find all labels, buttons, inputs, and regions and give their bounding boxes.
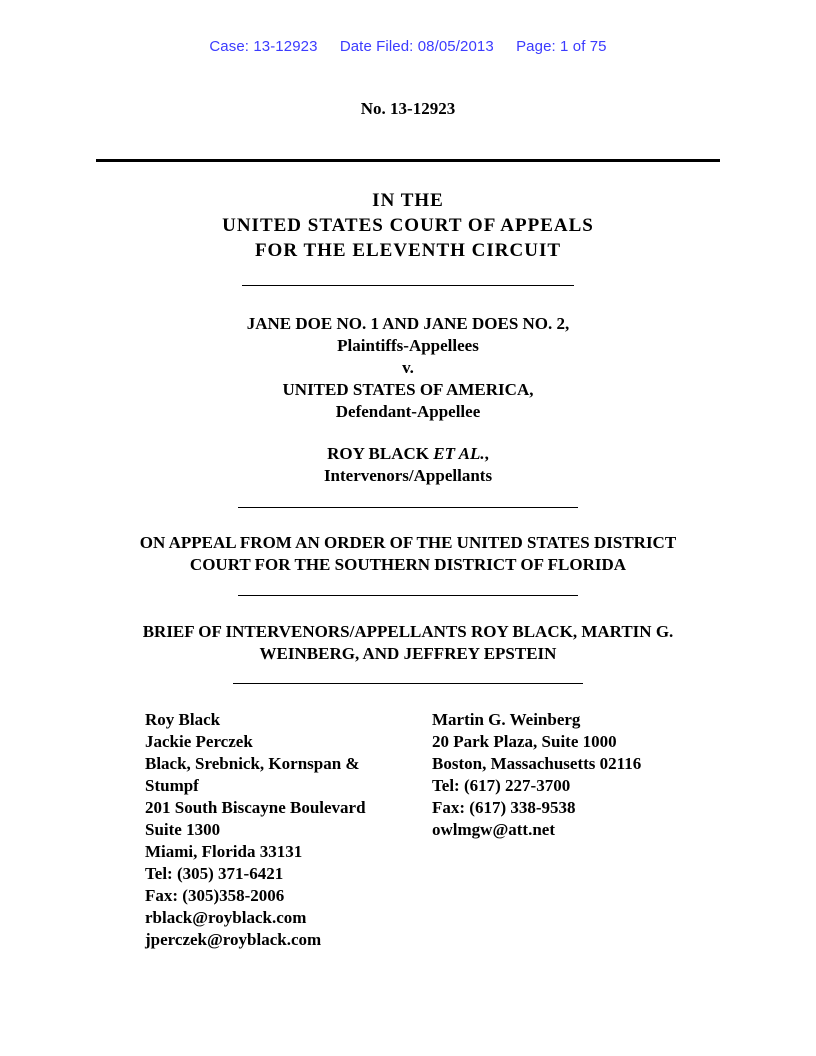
counsel-right-column: [432, 709, 641, 841]
brief-title: [0, 621, 816, 665]
docket-number: No. 13-12923: [360, 99, 456, 118]
defendant-name: UNITED STATES OF AMERICA,: [282, 380, 534, 399]
counsel-line: Tel: (617) 227-3700: [432, 776, 571, 795]
brief-title-line-1: BRIEF OF INTERVENORS/APPELLANTS ROY BLACK, MARTIN G.: [142, 622, 674, 641]
counsel-email: rblack@royblack.com: [145, 908, 307, 927]
appeal-line-2: COURT FOR THE SOUTHERN DISTRICT OF FLORIDA: [189, 555, 627, 574]
separator-line: [238, 507, 578, 508]
appeal-line-1: ON APPEAL FROM AN ORDER OF THE UNITED STATES DISTRICT: [139, 533, 677, 552]
counsel-line: Suite 1300: [145, 820, 221, 839]
counsel-line: Fax: (305)358-2006: [145, 886, 285, 905]
court-line-1: IN THE: [372, 190, 444, 211]
counsel-line: Fax: (617) 338-9538: [432, 798, 576, 817]
court-line-2: UNITED STATES COURT OF APPEALS: [222, 215, 594, 236]
counsel-left-column: [145, 709, 366, 951]
counsel-line: 20 Park Plaza, Suite 1000: [432, 732, 617, 751]
intervenor-role: Intervenors/Appellants: [323, 466, 493, 485]
court-line-3: FOR THE ELEVENTH CIRCUIT: [254, 240, 562, 261]
parties-block: [0, 313, 816, 423]
counsel-line: Roy Black: [145, 710, 221, 729]
intervenors-block: [0, 443, 816, 487]
date-filed-label: Date Filed: 08/05/2013: [339, 38, 494, 55]
separator-line: [233, 683, 583, 684]
page-count-label: Page: 1 of 75: [516, 38, 607, 55]
counsel-email: jperczek@royblack.com: [145, 930, 322, 949]
counsel-email: owlmgw@att.net: [432, 820, 555, 839]
counsel-line: Boston, Massachusetts 02116: [432, 754, 642, 773]
counsel-line: Jackie Perczek: [145, 732, 253, 751]
counsel-line: Miami, Florida 33131: [145, 842, 303, 861]
versus-label: v.: [402, 358, 414, 377]
appeal-statement: [0, 532, 816, 576]
case-number-label: Case: 13-12923: [209, 38, 318, 55]
intervenor-name-text: ROY BLACK: [327, 444, 434, 463]
intervenor-et-al: ET AL.: [433, 444, 485, 463]
counsel-line: 201 South Biscayne Boulevard: [145, 798, 366, 817]
defendant-role: Defendant-Appellee: [335, 402, 481, 421]
filing-header: [0, 38, 816, 55]
intervenor-name: [0, 443, 816, 465]
brief-title-line-2: WEINBERG, AND JEFFREY EPSTEIN: [259, 644, 557, 663]
plaintiffs-name: JANE DOE NO. 1 AND JANE DOES NO. 2,: [246, 314, 570, 333]
separator-line: [238, 595, 578, 596]
separator-line: [242, 285, 574, 286]
counsel-line: Black, Srebnick, Kornspan &: [145, 754, 360, 773]
plaintiffs-role: Plaintiffs-Appellees: [337, 336, 479, 355]
intervenor-comma: ,: [484, 444, 489, 463]
counsel-line: Martin G. Weinberg: [432, 710, 581, 729]
top-divider: [96, 159, 720, 162]
counsel-line: Tel: (305) 371-6421: [145, 864, 284, 883]
counsel-line: Stumpf: [145, 776, 199, 795]
court-heading: [0, 188, 816, 263]
